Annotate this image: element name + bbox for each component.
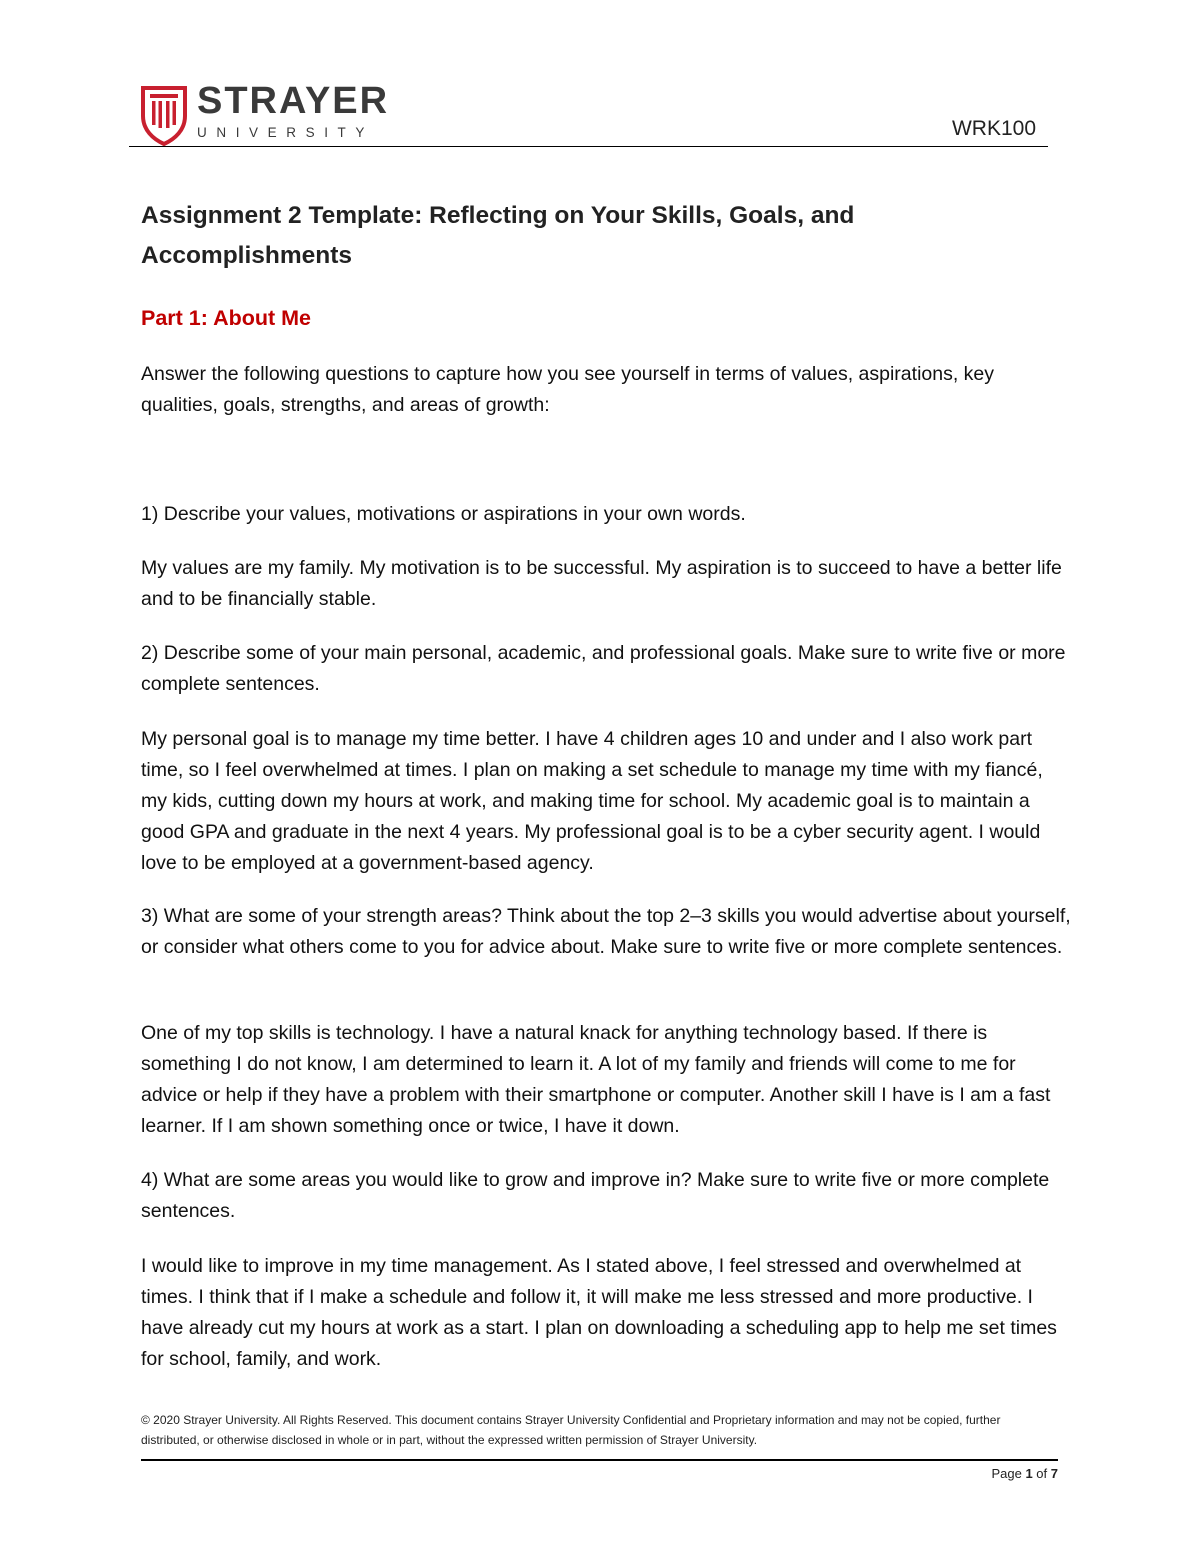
page-current: 1 xyxy=(1025,1466,1033,1481)
strayer-logo xyxy=(141,82,389,146)
answer-2: My personal goal is to manage my time better. I have 4 children ages 10 and under and I also work part time, so I feel overwhelmed at times. I plan on making a set schedule to manage my time with my fiancé, my kids, cutting down my hours at work, and making time for school. My academic goal is to maintain a good GPA and graduate in the next 4 years. My professional goal is to be a cyber security agent. I would love to be employed at a government-based agency. xyxy=(141,728,1043,874)
course-code: WRK100 xyxy=(951,117,1036,140)
answer-4: I would like to improve in my time management. As I stated above, I feel stressed and overwhelmed at times. I think that if I make a schedule and follow it, it will make me less stressed and more productive. I have already cut my hours at work as a start. I plan on downloading a scheduling app to help me set times for school, family, and work. xyxy=(141,1255,1057,1370)
answer-3: One of my top skills is technology. I have a natural knack for anything technology based. If there is something I do not know, I am determined to learn it. A lot of my family and friends will come to me for advice or help if they have a problem with their smartphone or computer. Another skill I have is I am a fast learner. If I am shown something once or twice, I have it down. xyxy=(141,1022,1051,1137)
page-total: 7 xyxy=(1050,1466,1058,1481)
page-number xyxy=(991,1465,1058,1483)
logo-subtitle: UNIVERSITY xyxy=(197,125,375,140)
page-of: of xyxy=(1036,1466,1048,1481)
question-2: 2) Describe some of your main personal, academic, and professional goals. Make sure to write five or more complete sentences. xyxy=(141,642,1066,695)
question-3: 3) What are some of your strength areas? Think about the top 2–3 skills you would advertise about yourself, or consider what others come to you for advice about. Make sure to write five or more complete sentences. xyxy=(141,905,1071,958)
question-1: 1) Describe your values, motivations or aspirations in your own words. xyxy=(141,503,746,525)
strayer-shield-icon xyxy=(141,82,187,146)
page-label: Page xyxy=(991,1466,1022,1481)
part-heading: Part 1: About Me xyxy=(141,306,312,330)
footer-divider xyxy=(141,1459,1058,1461)
question-4: 4) What are some areas you would like to grow and improve in? Make sure to write five or more complete sentences. xyxy=(141,1169,1050,1222)
intro-paragraph: Answer the following questions to capture how you see yourself in terms of values, aspirations, key qualities, goals, strengths, and areas of growth: xyxy=(141,363,995,416)
copyright-notice: © 2020 Strayer University. All Rights Reserved. This document contains Strayer University Confidential and Proprietary information and may not be copied, further distributed, or otherwise disclosed in whole or in part, without the expressed written permission of Strayer University. xyxy=(141,1413,1001,1447)
answer-1: My values are my family. My motivation is to be successful. My aspiration is to succeed to have a better life and to be financially stable. xyxy=(141,557,1062,610)
document-title: Assignment 2 Template: Reflecting on Your Skills, Goals, and Accomplishments xyxy=(141,202,855,269)
logo-name: STRAYER xyxy=(197,80,390,122)
header-divider xyxy=(129,146,1048,147)
